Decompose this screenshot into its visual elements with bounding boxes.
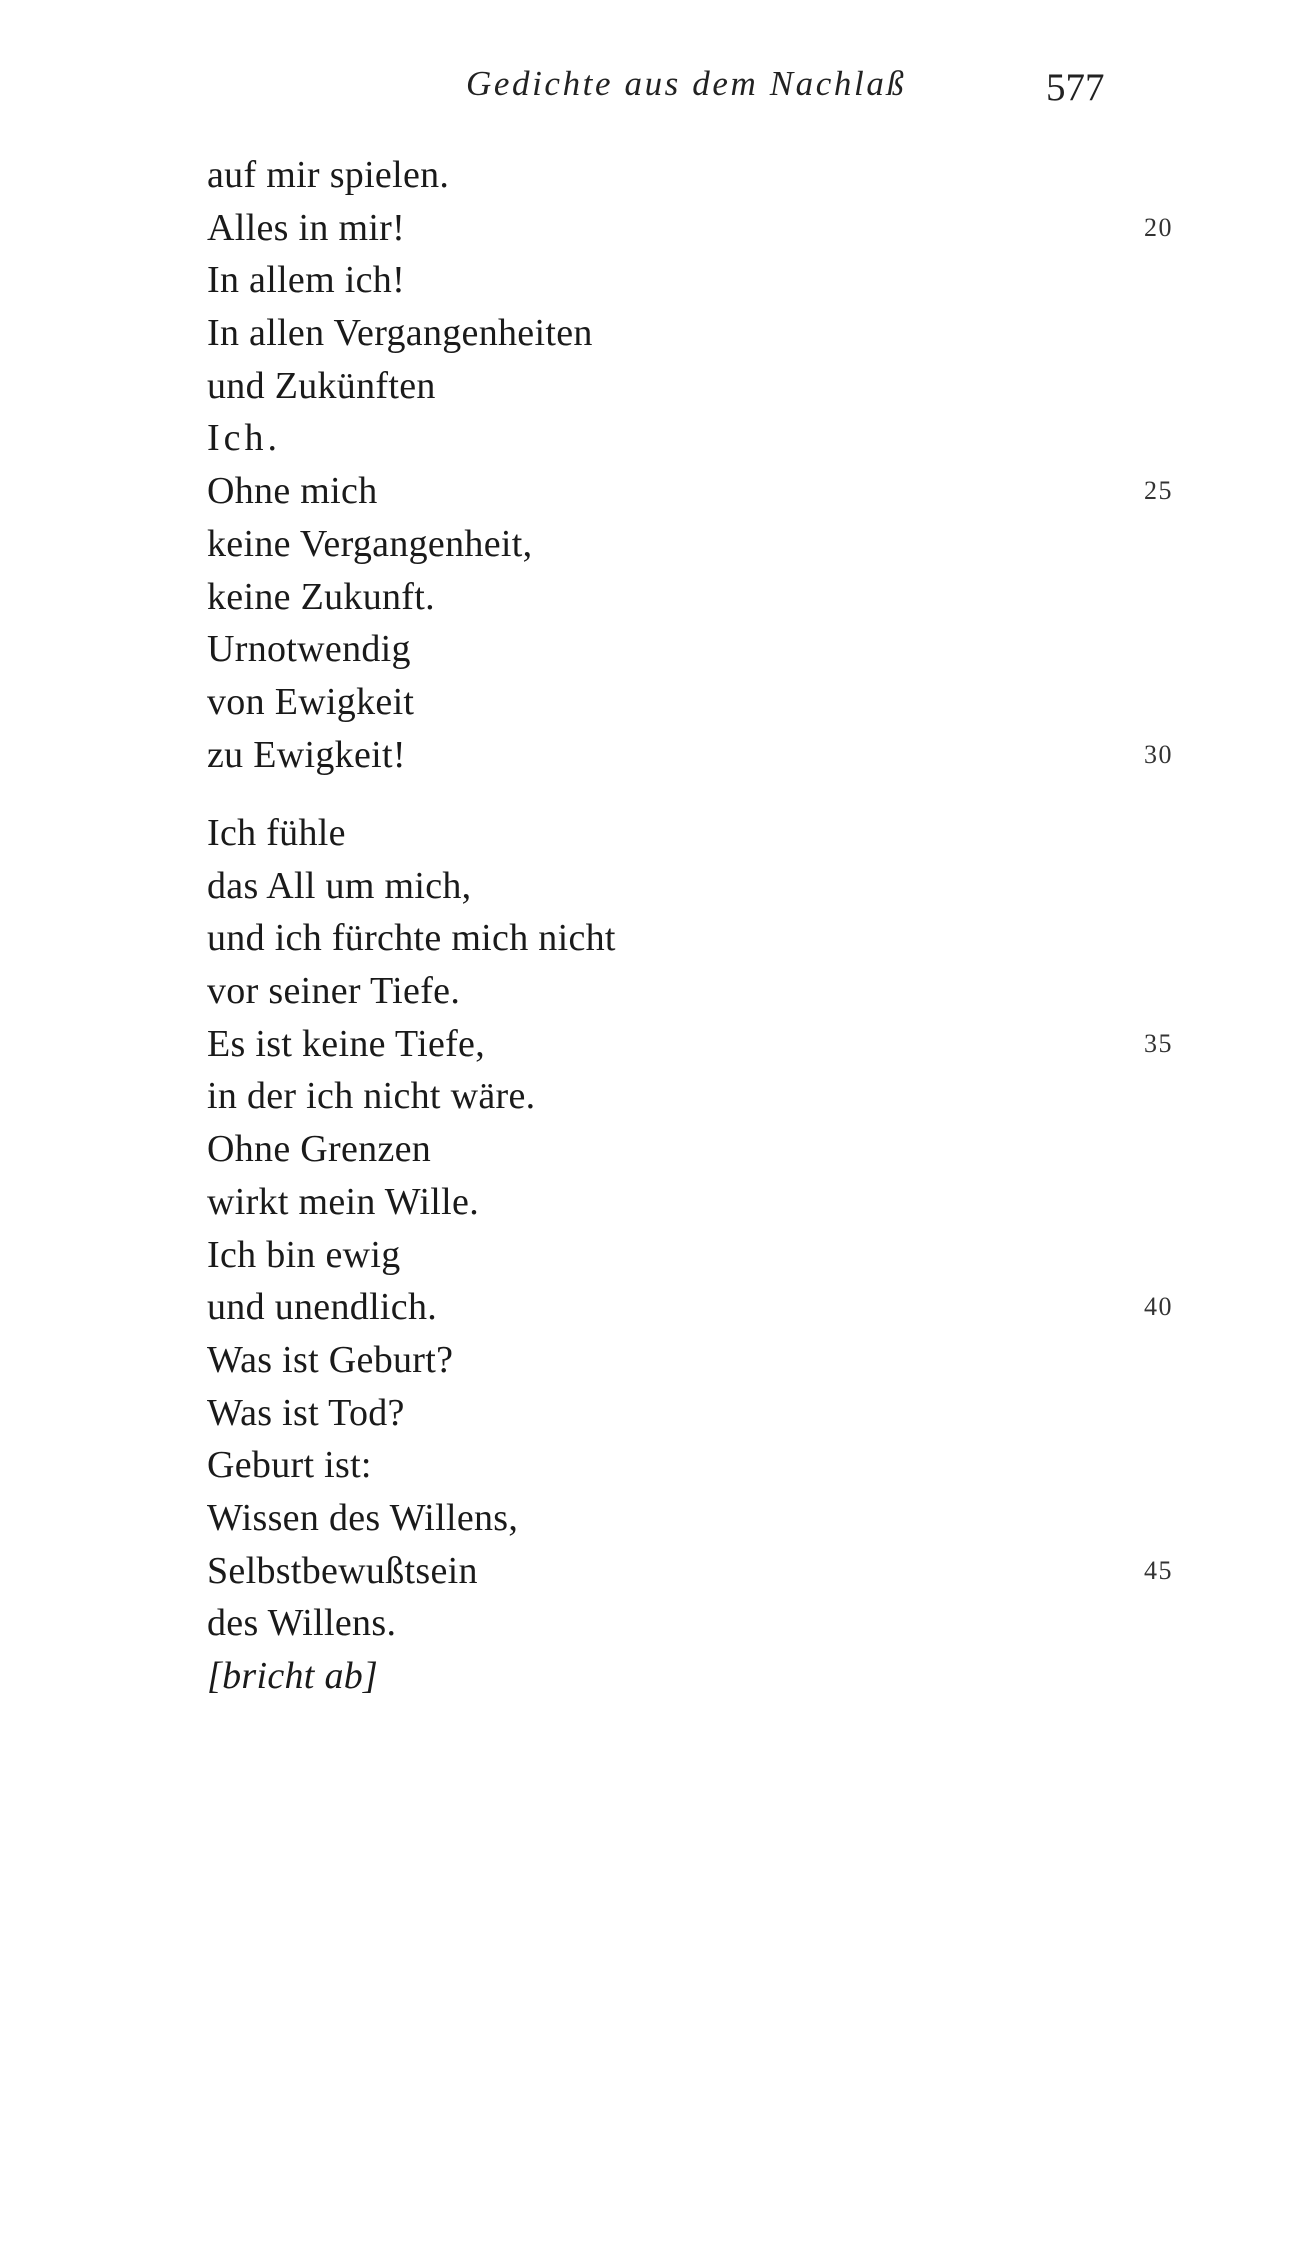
line-text: Geburt ist: <box>207 1444 372 1487</box>
poem-line <box>207 860 1207 913</box>
line-number: 40 <box>1144 1292 1173 1322</box>
poem-line <box>207 518 1207 571</box>
stanza-1 <box>207 149 1207 781</box>
line-number: 35 <box>1144 1028 1173 1058</box>
line-text: von Ewigkeit <box>207 680 415 723</box>
line-number: 25 <box>1144 476 1173 506</box>
line-text: Selbstbewußtsein <box>207 1549 478 1592</box>
line-text: Wissen des Willens, <box>207 1496 519 1539</box>
poem-line <box>207 465 1207 518</box>
poem-line <box>207 965 1207 1018</box>
line-number: 20 <box>1144 212 1173 242</box>
running-title: Gedichte aus dem Nachlaß <box>466 64 907 103</box>
poem-line <box>207 1018 1207 1071</box>
poem-line <box>207 676 1207 729</box>
poem-line <box>207 1334 1207 1387</box>
line-text: Urnotwendig <box>207 628 411 671</box>
line-text: wirkt mein Wille. <box>207 1180 479 1223</box>
poem-line <box>207 571 1207 624</box>
line-number: 30 <box>1144 739 1173 769</box>
poem-line <box>207 1597 1207 1650</box>
poem-line <box>207 1439 1207 1492</box>
line-text: Ohne Grenzen <box>207 1128 432 1171</box>
line-text-emphasized: Ich. <box>207 417 282 460</box>
poem-line <box>207 360 1207 413</box>
line-text: keine Zukunft. <box>207 575 435 618</box>
line-text: in der ich nicht wäre. <box>207 1075 536 1118</box>
line-text: vor seiner Tiefe. <box>207 970 461 1013</box>
line-text: Alles in mir! <box>207 206 406 249</box>
poem-line <box>207 1123 1207 1176</box>
poem-line <box>207 729 1207 782</box>
poem-line <box>207 807 1207 860</box>
poem-line <box>207 202 1207 255</box>
poem-line <box>207 1545 1207 1598</box>
line-text: keine Vergangenheit, <box>207 522 533 565</box>
stanza-2 <box>207 807 1207 1703</box>
line-text: zu Ewigkeit! <box>207 733 406 776</box>
poem-line <box>207 307 1207 360</box>
poem-line <box>207 623 1207 676</box>
poem-line <box>207 1492 1207 1545</box>
page-number: 577 <box>1046 66 1105 109</box>
poem-line <box>207 1650 1207 1703</box>
line-text: Ich bin ewig <box>207 1233 401 1276</box>
line-text: Ich fühle <box>207 812 346 854</box>
line-text: und unendlich. <box>207 1286 438 1329</box>
poem-line <box>207 1387 1207 1440</box>
line-text: das All um mich, <box>207 864 472 907</box>
poem-line <box>207 912 1207 965</box>
line-number: 45 <box>1144 1555 1173 1585</box>
poem-line <box>207 412 1207 465</box>
line-text: des Willens. <box>207 1602 397 1645</box>
line-text: In allen Vergangenheiten <box>207 312 593 355</box>
poem-line <box>207 1281 1207 1334</box>
line-text: Es ist keine Tiefe, <box>207 1022 486 1065</box>
line-text: Ohne mich <box>207 470 378 513</box>
poem-line <box>207 1229 1207 1282</box>
poem-line <box>207 254 1207 307</box>
line-text: Was ist Geburt? <box>207 1338 454 1381</box>
line-text: In allem ich! <box>207 259 406 302</box>
editorial-note: [bricht ab] <box>207 1655 379 1697</box>
line-text: auf mir spielen. <box>207 154 450 196</box>
poem-line <box>207 149 1207 202</box>
line-text: und Zukünften <box>207 364 436 407</box>
line-text: und ich fürchte mich nicht <box>207 917 616 960</box>
poem-line <box>207 1070 1207 1123</box>
line-text: Was ist Tod? <box>207 1391 405 1434</box>
poem-line <box>207 1176 1207 1229</box>
